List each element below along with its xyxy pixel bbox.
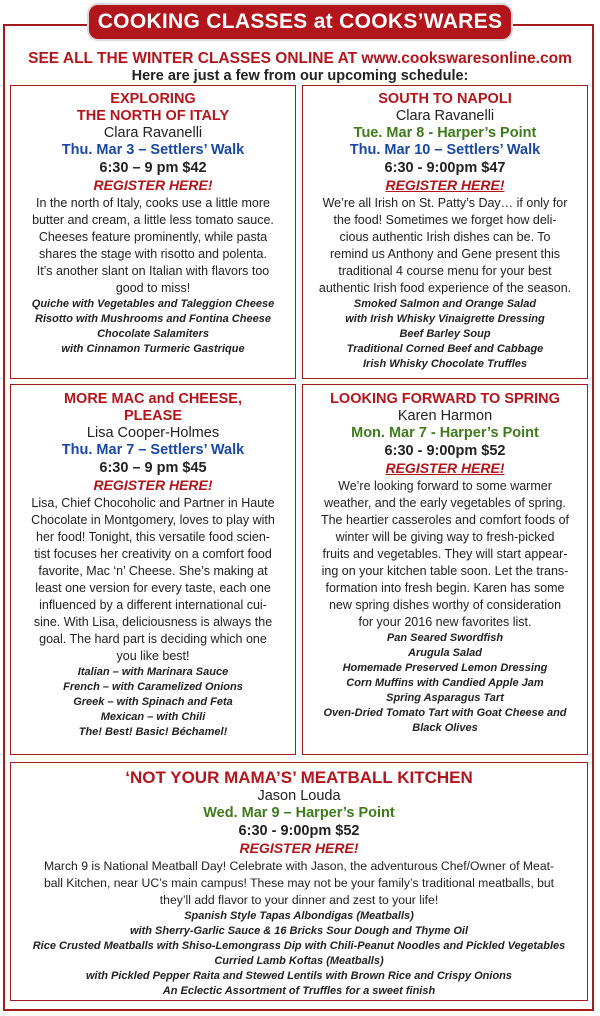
- class-menu: [303, 297, 587, 372]
- description-line: sine. With Lisa, deliciousness is always the: [33, 615, 273, 629]
- class-title: EXPLORING: [110, 91, 196, 107]
- chef-name: Lisa Cooper-Holmes: [86, 425, 220, 441]
- menu-item: Spring Asparagus Tart: [386, 692, 504, 704]
- menu-item: Quiche with Vegetables and Taleggion Cheese: [31, 298, 275, 310]
- class-date: Mon. Mar 7 - Harper’s Point: [351, 425, 539, 441]
- menu-item: Homemade Preserved Lemon Dressing: [342, 662, 548, 674]
- description-line: remind us Anthony and Gene present this: [329, 247, 560, 261]
- menu-item: French – with Caramelized Onions: [63, 681, 243, 693]
- chef-name: Clara Ravanelli: [395, 108, 495, 124]
- class-description: [11, 495, 295, 665]
- class-card-south-napoli: [302, 85, 588, 379]
- description-line: least one version for every taste, each one: [35, 581, 271, 595]
- chef-name: Clara Ravanelli: [103, 125, 203, 141]
- menu-item: Traditional Corned Beef and Cabbage: [346, 343, 544, 355]
- register-link[interactable]: REGISTER HERE!: [385, 460, 505, 476]
- class-date: Tue. Mar 8 - Harper’s Point: [353, 125, 537, 141]
- menu-item: Curried Lamb Koftas (Meatballs): [214, 955, 384, 967]
- description-line: Chocolate in Montgomery, loves to play with: [31, 513, 275, 527]
- description-line: March 9 is National Meatball Day! Celebrate with Jason, the adventurous Chef/Owner of Meat-: [43, 859, 555, 873]
- description-line: for your 2016 new favorites list.: [358, 615, 532, 629]
- header-banner: COOKING CLASSES at COOKS’WARES: [89, 5, 511, 39]
- description-line: they’ll add flavor to your dinner and zest to your life!: [159, 893, 439, 907]
- menu-item: Italian – with Marinara Sauce: [77, 666, 229, 678]
- class-title: LOOKING FORWARD TO SPRING: [330, 391, 560, 407]
- description-line: influenced by a different international cui-: [39, 598, 267, 612]
- class-time-price: 6:30 – 9 pm $42: [99, 160, 207, 176]
- description-line: winter will be giving way to fresh-picked: [335, 530, 555, 544]
- description-line: We’re looking forward to some warmer: [338, 479, 552, 493]
- description-line: cious authentic Irish dishes can be. To: [339, 230, 551, 244]
- register-link[interactable]: REGISTER HERE!: [93, 477, 213, 493]
- class-title: THE NORTH OF ITALY: [76, 108, 230, 124]
- description-line: ball Kitchen, near UC’s main campus! These may not be your family’s traditional meatballs, but: [43, 876, 555, 890]
- description-line: ing on your kitchen table soon. Let the trans-: [321, 564, 569, 578]
- description-line: shares the stage with risotto and polenta.: [39, 247, 267, 261]
- class-date: Wed. Mar 9 – Harper’s Point: [203, 805, 395, 821]
- menu-item: Greek – with Spinach and Feta: [73, 696, 233, 708]
- description-line: the food! Sometimes we forget how deli-: [333, 213, 557, 227]
- register-link[interactable]: REGISTER HERE!: [385, 177, 505, 193]
- menu-item: Risotto with Mushrooms and Fontina Cheese: [35, 313, 271, 325]
- chef-name: Karen Harmon: [397, 408, 493, 424]
- class-title: ‘NOT YOUR MAMA’S’ MEATBALL KITCHEN: [125, 768, 473, 787]
- menu-item: Smoked Salmon and Orange Salad: [353, 298, 537, 310]
- description-line: favorite, Mac ‘n’ Cheese. She’s making at: [38, 564, 268, 578]
- description-line: traditional 4 course menu for your best: [338, 264, 552, 278]
- description-line: her food! Tonight, this versatile food scien-: [36, 530, 270, 544]
- description-line: weather, and the early vegetables of spring.: [324, 496, 566, 510]
- description-line: formation into fresh begin. Karen has some: [325, 581, 565, 595]
- class-menu: [11, 665, 295, 740]
- class-description: [11, 195, 295, 297]
- menu-item: Chocolate Salamiters: [97, 328, 209, 340]
- class-menu: [303, 631, 587, 736]
- website-link-line[interactable]: SEE ALL THE WINTER CLASSES ONLINE AT www.cookswaresonline.com: [28, 50, 572, 67]
- description-line: Lisa, Chief Chocoholic and Partner in Haute: [31, 496, 275, 510]
- description-line: authentic Irish food experience of the season.: [318, 281, 572, 295]
- description-line: We’re all Irish on St. Patty’s Day… if only for: [322, 196, 568, 210]
- menu-item: An Eclectic Assortment of Truffles for a sweet finish: [162, 985, 436, 997]
- class-description: [303, 195, 587, 297]
- class-menu: [11, 909, 587, 999]
- description-line: It’s another slant on Italian with flavors too: [36, 264, 270, 278]
- class-time-price: 6:30 - 9:00pm $47: [384, 160, 506, 176]
- class-date: Thu. Mar 3 – Settlers’ Walk: [61, 142, 245, 158]
- class-card-mac-cheese: [10, 384, 296, 755]
- class-card-north-italy: [10, 85, 296, 379]
- menu-item: Beef Barley Soup: [399, 328, 491, 340]
- class-card-spring: [302, 384, 588, 755]
- class-time-price: 6:30 - 9:00pm $52: [384, 443, 506, 459]
- class-time-price: 6:30 - 9:00pm $52: [238, 823, 360, 839]
- class-title: SOUTH TO NAPOLI: [378, 91, 512, 107]
- menu-item: with Sherry-Garlic Sauce & 16 Bricks Sour Dough and Thyme Oil: [129, 925, 469, 937]
- menu-item: Pan Seared Swordfish: [386, 632, 504, 644]
- menu-item: Rice Crusted Meatballs with Shiso-Lemongrass Dip with Chili-Peanut Noodles and Pickled Vegetables: [32, 940, 566, 952]
- menu-item: The! Best! Basic! Béchamel!: [78, 726, 228, 738]
- description-line: Cheeses feature prominently, while pasta: [38, 230, 268, 244]
- description-line: new spring dishes worthy of consideration: [328, 598, 562, 612]
- menu-item: Mexican – with Chili: [100, 711, 206, 723]
- description-line: good to miss!: [115, 281, 191, 295]
- menu-item: Spanish Style Tapas Albondigas (Meatballs): [184, 910, 414, 922]
- intro-line: Here are just a few from our upcoming schedule:: [131, 68, 469, 84]
- description-line: fruits and vegetables. They will start appear-: [322, 547, 568, 561]
- menu-item: Oven-Dried Tomato Tart with Goat Cheese and: [323, 707, 567, 719]
- class-menu: [11, 297, 295, 357]
- menu-item: with Pickled Pepper Raita and Stewed Lentils with Brown Rice and Crispy Onions: [85, 970, 513, 982]
- chef-name: Jason Louda: [257, 788, 341, 804]
- description-line: In the north of Italy, cooks use a little more: [36, 196, 270, 210]
- class-card-meatball-kitchen: [10, 762, 588, 1001]
- description-line: butter and cream, a little less tomato sauce.: [32, 213, 274, 227]
- register-link[interactable]: REGISTER HERE!: [239, 840, 359, 856]
- menu-item: Irish Whisky Chocolate Truffles: [362, 358, 528, 370]
- description-line: you like best!: [116, 649, 190, 663]
- register-link[interactable]: REGISTER HERE!: [93, 177, 213, 193]
- class-time-price: 6:30 – 9 pm $45: [99, 460, 207, 476]
- description-line: goal. The hard part is deciding which one: [39, 632, 267, 646]
- class-title: MORE MAC and CHEESE,: [63, 391, 243, 407]
- class-date: Thu. Mar 7 – Settlers’ Walk: [61, 442, 245, 458]
- class-date: Thu. Mar 10 – Settlers’ Walk: [349, 142, 541, 158]
- menu-item: Black Olives: [412, 722, 478, 734]
- menu-item: Arugula Salad: [408, 647, 482, 659]
- description-line: The heartier casseroles and comfort foods of: [320, 513, 570, 527]
- menu-item: with Cinnamon Turmeric Gastrique: [61, 343, 245, 355]
- description-line: tist focuses her creativity on a comfort food: [34, 547, 272, 561]
- menu-item: Corn Muffins with Candied Apple Jam: [346, 677, 544, 689]
- class-description: [303, 478, 587, 631]
- class-title: PLEASE: [123, 408, 182, 424]
- menu-item: with Irish Whisky Vinaigrette Dressing: [345, 313, 545, 325]
- class-description: [11, 858, 587, 909]
